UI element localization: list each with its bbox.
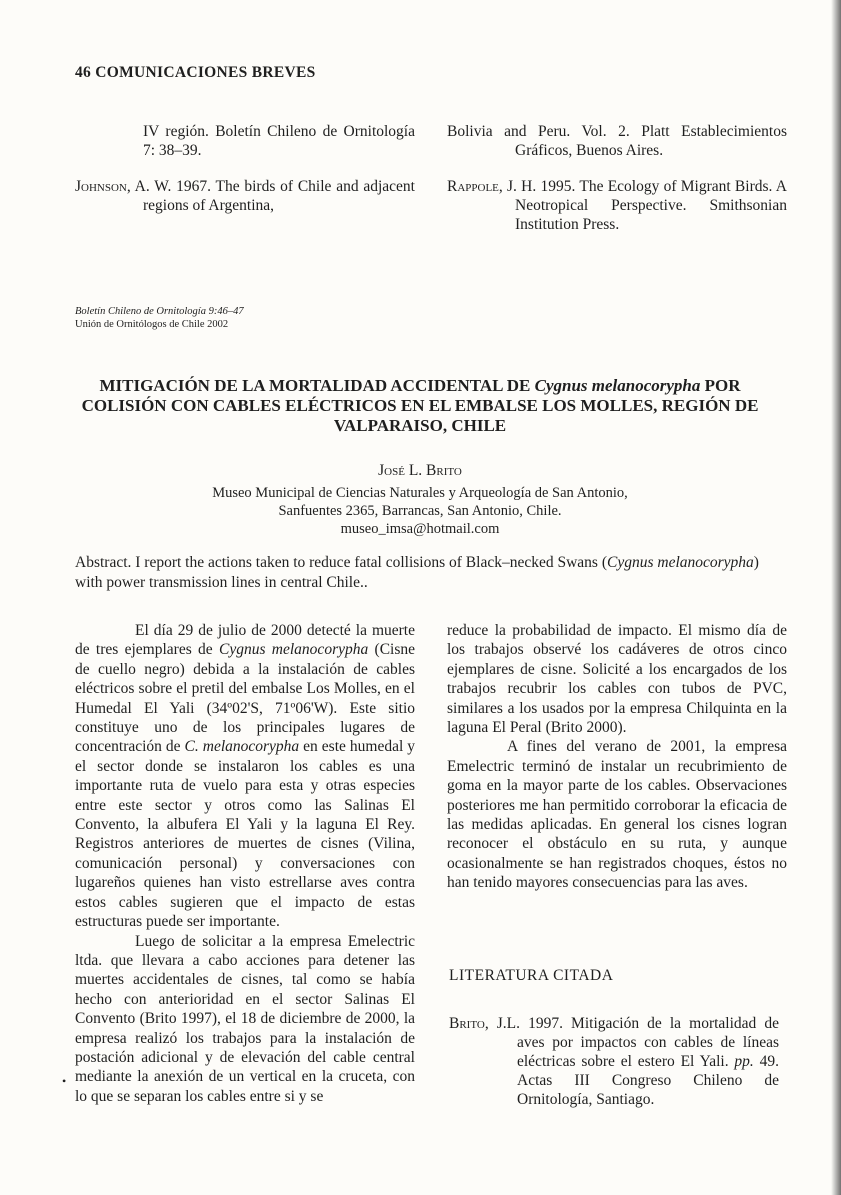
species-name: Cygnus melanocorypha xyxy=(219,641,369,659)
article-title xyxy=(70,376,770,436)
abstract-text: ) with power transmission lines in central Chile.. xyxy=(75,554,759,591)
paragraph-text: en este humedal y el sector donde se instalaron los cables es una importante ruta de vuelo para esta y otras especies entre este sector y otros como las Salinas El Convento, la albufera El Yali y la laguna El Rey. Registros anteriores de muertes de cisnes (Vilina, comunicación personal) y conversaciones con lugareños quienes han visto estrellarse aves contra estos cables sugieren que el impacto de estas estructuras puede ser importante. xyxy=(75,738,416,931)
page-edge-shadow xyxy=(831,0,841,1195)
journal-citation xyxy=(75,305,244,331)
reference-brito xyxy=(449,1014,779,1109)
title-species: Cygnus melanocorypha xyxy=(534,376,701,395)
abstract-text: Abstract. I report the actions taken to reduce fatal collisions of Black–necked Swans ( xyxy=(75,554,607,571)
literature-heading: LITERATURA CITADA xyxy=(449,967,614,984)
body-left-column xyxy=(75,621,415,1106)
reference-text: , J.L. 1997. Mitigación de la mortalidad de aves por impactos con cables de líneas eléctricas sobre el estero El Yali. xyxy=(484,1015,779,1070)
title-text: POR COLISIÓN CON CABLES ELÉCTRICOS EN EL EMBALSE LOS MOLLES, REGIÓN DE VALPARAISO, CHILE xyxy=(81,376,759,435)
running-header: 46 COMUNICACIONES BREVES xyxy=(75,64,316,81)
paragraph-text: (Cisne de cuello negro) debida a la instalación de cables eléctricos sobre el pretil del embalse Los Molles, en el Humedal El Yali (34º02'S, 71º06'W). Este sitio constituye uno de los principales lugares de concentración de xyxy=(75,641,416,756)
top-left-references xyxy=(75,122,415,215)
paragraph-text: El día 29 de julio de 2000 detecté la muerte de tres ejemplares de xyxy=(75,622,415,659)
body-paragraph xyxy=(75,621,415,932)
reference-text: , A. W. 1967. The birds of Chile and adjacent regions of Argentina, xyxy=(126,178,415,214)
affiliation xyxy=(70,484,770,538)
body-paragraph: Luego de solicitar a la empresa Emelectric ltda. que llevara a cabo acciones para detener las muertes accidentales de cisnes, tal como se había hecho con anterioridad en el sector Salinas El Convento (Brito 1997), el 18 de diciembre de 2000, la empresa realizó los trabajos para la instalación de postación adicional y de elevación del cable central mediante la anexión de un vertical en la cruceta, con lo que se separan los cables entre si y se xyxy=(75,932,415,1105)
reference-johnson xyxy=(75,177,415,215)
affiliation-line: Museo Municipal de Ciencias Naturales y Arqueología de San Antonio, xyxy=(212,485,628,501)
literature-references xyxy=(449,1014,779,1109)
body-right-column xyxy=(447,621,787,893)
body-paragraph: A fines del verano de 2001, la empresa Emelectric terminó de instalar un recubrimiento de goma en la mayor parte de los cables. Observaciones posteriores me han permitido corroborar la eficacia de las medidas aplicadas. En general los cisnes logran reconocer el obstáculo en su ruta, y aunque ocasionalmente se han registrados choques, éstos no han tenido mayores consecuencias para las aves. xyxy=(447,738,787,892)
affiliation-email: museo_imsa@hotmail.com xyxy=(340,521,500,537)
top-right-references xyxy=(447,122,787,234)
reference-author: Johnson xyxy=(75,178,127,195)
body-paragraph: reduce la probabilidad de impacto. El mismo día de los trabajos observé los cadáveres de otros cinco ejemplares de cisne. Solicité a los encargados de los trabajos recubrir los cables con tubos de PVC, similares a los usados por la empresa Chilquinta en la laguna El Peral (Brito 2000). xyxy=(447,622,787,737)
reference-text: 49. Actas III Congreso Chileno de Ornitología, Santiago. xyxy=(517,1053,779,1108)
reference-continuation: Bolivia and Peru. Vol. 2. Platt Establecimientos Gráficos, Buenos Aires. xyxy=(447,123,787,159)
title-text: MITIGACIÓN DE LA MORTALIDAD ACCIDENTAL DE xyxy=(99,376,535,395)
reference-rappole xyxy=(447,177,787,234)
reference-continuation: IV región. Boletín Chileno de Ornitología 7: 38–39. xyxy=(143,123,415,159)
reference-author: Rappole xyxy=(447,178,499,195)
journal-name: Boletín Chileno de Ornitología 9:46–47 xyxy=(75,306,244,317)
abstract xyxy=(75,553,775,593)
reference-author: Brito xyxy=(449,1015,485,1032)
author-name: José L. Brito xyxy=(378,462,462,479)
journal-publisher: Unión de Ornitólogos de Chile 2002 xyxy=(75,319,229,330)
affiliation-line: Sanfuentes 2365, Barrancas, San Antonio, Chile. xyxy=(278,503,562,519)
species-name: C. melanocorypha xyxy=(184,738,300,756)
reference-text: , J. H. 1995. The Ecology of Migrant Birds. A Neotropical Perspective. Smithsonian Institution Press. xyxy=(498,178,787,233)
margin-mark: • xyxy=(62,1074,67,1088)
abstract-species: Cygnus melanocorypha xyxy=(607,554,754,571)
reference-pages: pp. xyxy=(734,1053,754,1070)
